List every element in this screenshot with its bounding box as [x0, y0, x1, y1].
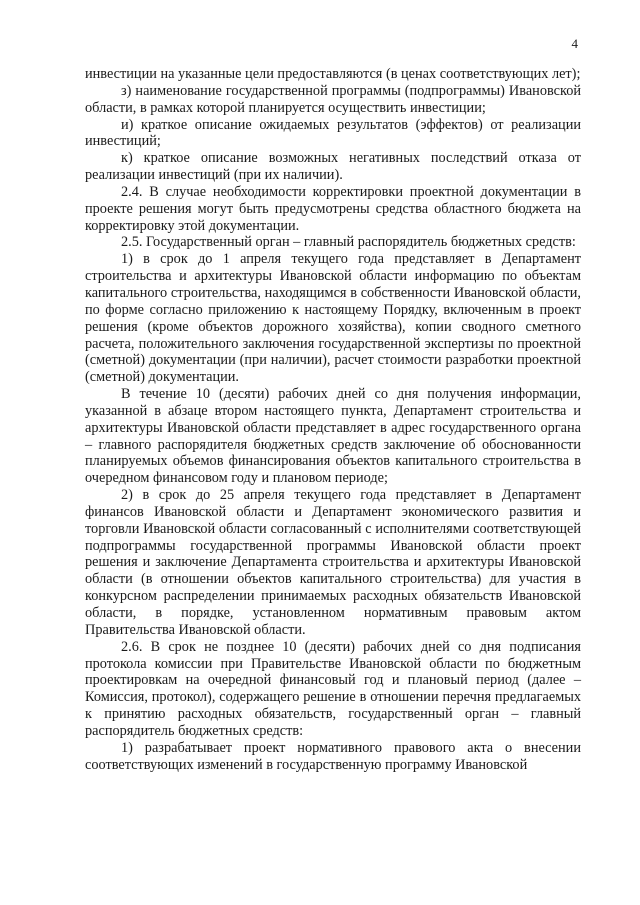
paragraph-2-6: 2.6. В срок не позднее 10 (десяти) рабочих дней со дня подписания протокола комиссии при Правительстве Ивановской области по бюджетным проектировкам на очередной финансовый год и плановый период (далее – Комиссия, протокол), содержащего решение в отношении перечня предлагаемых к принятию расходных обязательств, государственный орган – главный распорядитель бюджетных средств: — [85, 638, 581, 739]
paragraph-investment-prices: инвестиции на указанные цели предоставляются (в ценах соответствующих лет); — [85, 66, 581, 82]
paragraph-item-i: и) краткое описание ожидаемых результатов (эффектов) от реализации инвестиций; — [85, 116, 581, 150]
paragraph-item-z: з) наименование государственной программы (подпрограммы) Ивановской области, в рамках которой планируется осуществить инвестиции; — [85, 82, 581, 116]
paragraph-2-4: 2.4. В случае необходимости корректировки проектной документации в проекте решения могут быть предусмотрены средства областного бюджета на корректировку этой документации. — [85, 183, 581, 234]
paragraph-2-5-within-10-days: В течение 10 (десяти) рабочих дней со дня получения информации, указанной в абзаце втором настоящего пункта, Департамент строительства и архитектуры Ивановской области представляет в адрес государственного органа – главного распорядителя бюджетных средств заключение об обоснованности планируемых объемов финансирования объектов капитального строительства в очередном финансовом году и плановом периоде; — [85, 386, 581, 487]
paragraph-2-5-item-1: 1) в срок до 1 апреля текущего года представляет в Департамент строительства и архитектуры Ивановской области информацию по объектам капитального строительства, находящимся в собственности Ивановской области, по форме согласно приложению к настоящему Порядку, включенным в проект решения (кроме объектов дорожного хозяйства), копии сводного сметного расчета, положительного заключения государственной экспертизы по проектной (сметной) документации (при наличии), расчет стоимости разработки проектной (сметной) документации. — [85, 251, 581, 386]
paragraph-2-6-item-1: 1) разрабатывает проект нормативного правового акта о внесении соответствующих изменений в государственную программу Ивановской — [85, 739, 581, 773]
paragraph-item-k: к) краткое описание возможных негативных последствий отказа от реализации инвестиций (при их наличии). — [85, 150, 581, 184]
document-body — [85, 66, 581, 773]
paragraph-2-5: 2.5. Государственный орган – главный распорядитель бюджетных средств: — [121, 234, 576, 251]
page-number: 4 — [571, 36, 578, 51]
paragraph-2-5-item-2: 2) в срок до 25 апреля текущего года представляет в Департамент финансов Ивановской области и Департамент экономического развития и торговли Ивановской области согласованный с исполнителями соответствующей подпрограммы государственной программы Ивановской области проект решения и заключение Департамента строительства и архитектуры Ивановской области (в отношении объектов капитального строительства) для участия в конкурсном распределении принимаемых расходных обязательств Ивановской области, в порядке, установленном нормативным правовым актом Правительства Ивановской области. — [85, 487, 581, 638]
